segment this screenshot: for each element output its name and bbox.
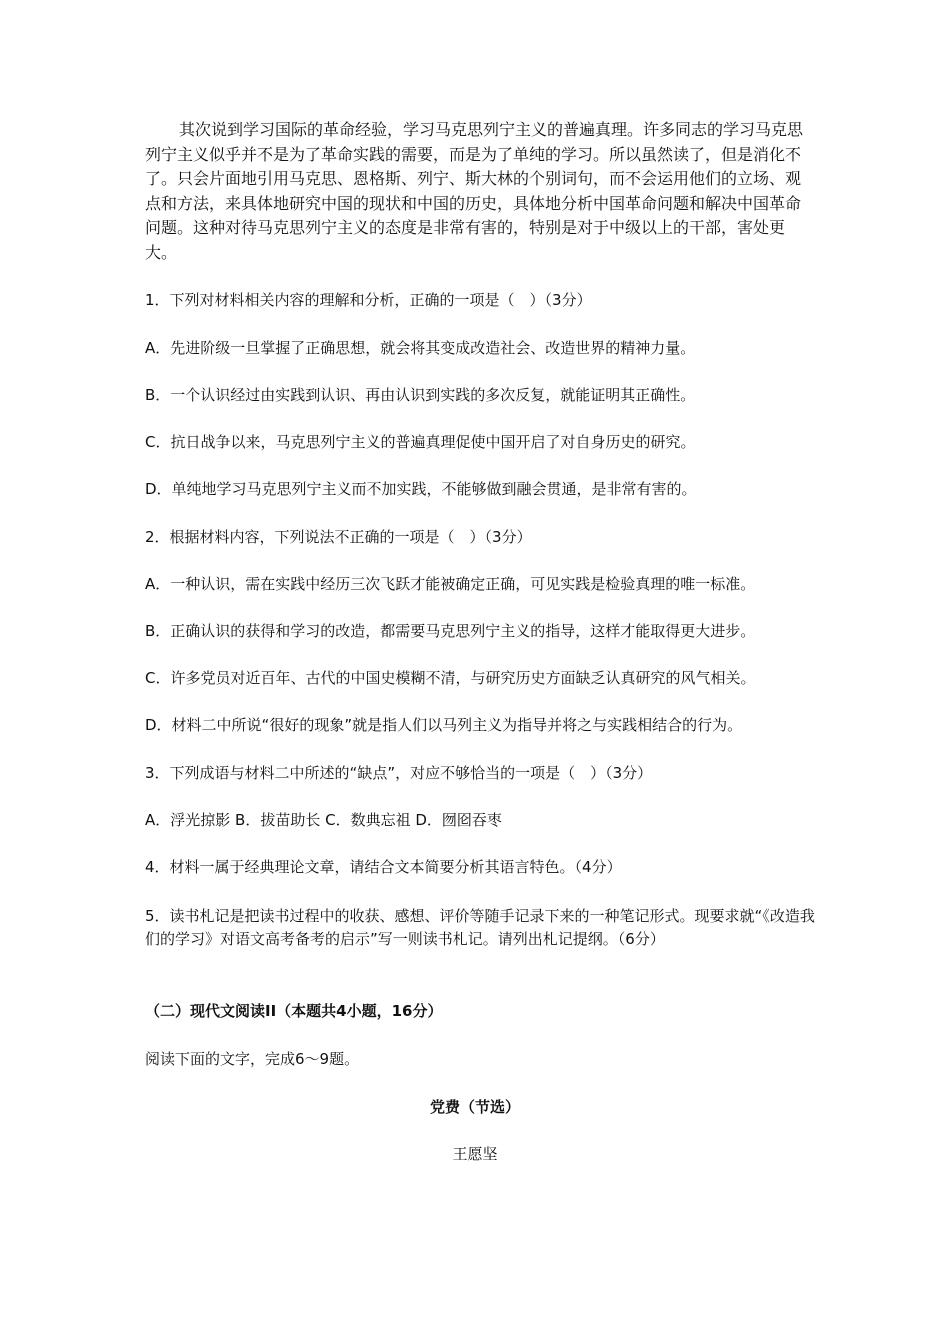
q2-option-d: D．材料二中所说“很好的现象”就是指人们以马列主义为指导并将之与实践相结合的行为。 — [145, 716, 743, 734]
q2-option-b: B．正确认识的获得和学习的改造，都需要马克思列宁主义的指导，这样才能取得更大进步。 — [145, 622, 756, 640]
q2-stem: 2．根据材料内容，下列说法不正确的一项是（ ）（3分） — [145, 528, 532, 546]
q1-option-a: A．先进阶级一旦掌握了正确思想，就会将其变成改造社会、改造世界的精神力量。 — [145, 339, 696, 357]
q1-option-d: D．单纯地学习马克思列宁主义而不加实践，不能够做到融会贯通，是非常有害的。 — [145, 480, 697, 498]
q2-option-a: A．一种认识，需在实践中经历三次飞跃才能被确定正确，可见实践是检验真理的唯一标准。 — [145, 575, 756, 593]
q1-stem: 1．下列对材料相关内容的理解和分析，正确的一项是（ ）（3分） — [145, 291, 592, 309]
q3-stem: 3．下列成语与材料二中所述的“缺点”，对应不够恰当的一项是（ ）（3分） — [145, 764, 653, 782]
q4-stem: 4．材料一属于经典理论文章，请结合文本简要分析其语言特色。（4分） — [145, 858, 622, 876]
article-title: 党费（节选） — [429, 1098, 520, 1116]
q5-stem: 5．读书札记是把读书过程中的收获、感想、评价等随手记录下来的一种笔记形式。现要求就“《改造我们的学习》对语文高考备考的启示”写一则读书札记。请列出札记提纲。（6分） — [145, 907, 815, 948]
passage-paragraph — [145, 118, 815, 265]
q1-option-c: C．抗日战争以来，马克思列宁主义的普遍真理促使中国开启了对自身历史的研究。 — [145, 433, 696, 451]
article-author: 王愿坚 — [452, 1145, 498, 1163]
q3-options: A．浮光掠影 B．拔苗助长 C．数典忘祖 D．囫囵吞枣 — [145, 811, 502, 829]
section-heading: （二）现代文阅读II（本题共4小题，16分） — [145, 1002, 443, 1020]
passage-text: 其次说到学习国际的革命经验，学习马克思列宁主义的普遍真理。许多同志的学习马克思列宁主义似乎并不是为了革命实践的需要，而是为了单纯的学习。所以虽然读了，但是消化不了。只会片面地引用马克思、恩格斯、列宁、斯大林的个别词句，而不会运用他们的立场、观点和方法，来具体地研究中国的现状和中国的历史，具体地分析中国革命问题和解决中国革命问题。这种对待马克思列宁主义的态度是非常有害的，特别是对于中级以上的干部，害处更大。 — [145, 120, 804, 262]
q1-option-b: B．一个认识经过由实践到认识、再由认识到实践的多次反复，就能证明其正确性。 — [145, 386, 696, 404]
section-instruction: 阅读下面的文字，完成6～9题。 — [145, 1050, 360, 1068]
q2-option-c: C．许多党员对近百年、古代的中国史模糊不清，与研究历史方面缺乏认真研究的风气相关。 — [145, 669, 756, 687]
